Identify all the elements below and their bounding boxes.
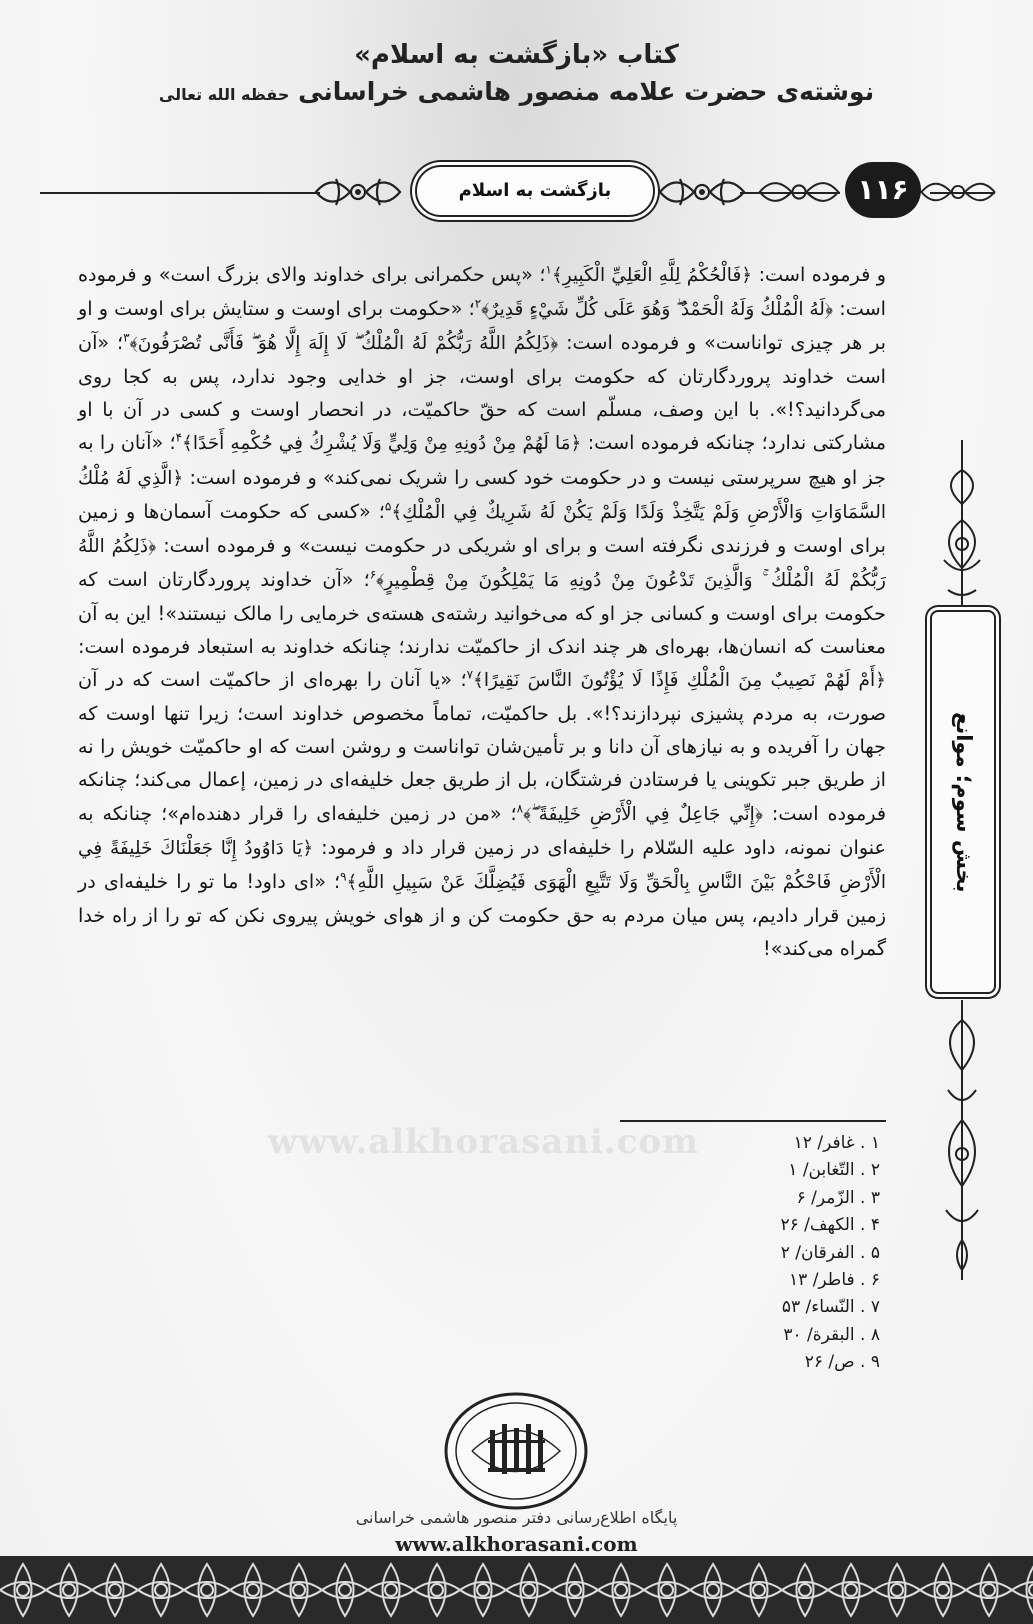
footer-url[interactable]: www.alkhorasani.com: [395, 1532, 638, 1556]
footnote-rule: [620, 1120, 886, 1122]
section-label: بخش سوم؛ موانع: [952, 711, 976, 893]
author-name: نوشته‌ی حضرت علامه منصور هاشمی خراسانی: [298, 77, 875, 106]
footnote-item: ۴ . الكهف/ ۲۶: [780, 1215, 880, 1236]
text-run: و فرموده است:: [752, 263, 886, 286]
footnote-item: ۷ . النّساء/ ۵۳: [781, 1297, 880, 1318]
footnote-item: ۸ . البقرة/ ۳۰: [783, 1324, 880, 1345]
book-header: [0, 36, 1033, 113]
footnote-marker: ۱: [545, 262, 552, 277]
footnote-marker: ۴: [175, 431, 183, 446]
text-run: ؛ «پس حکمرانی برای خداوند والای بزرگ است» و فرموده است:: [78, 263, 886, 321]
section-label-box: [930, 610, 996, 994]
flourish-ornament-icon: [312, 169, 404, 215]
floral-ornament-icon: [934, 440, 990, 610]
quran-quote: ﴿يَا دَاوُودُ إِنَّا جَعَلْنَاكَ خَلِيفَةً فِي الْأَرْضِ فَاحْكُمْ بَيْنَ النَّاسِ بِالْحَقِّ وَلَا تَتَّبِعِ الْهَوَى فَيُضِلَّكَ عَنْ سَبِيلِ اللَّهِ﴾: [78, 837, 887, 893]
footnote-marker: ۸: [516, 801, 524, 816]
quran-quote: ﴿ذَلِكُمُ اللَّهُ رَبُّكُمْ لَهُ الْمُلْكُ ۖ لَا إِلَهَ إِلَّا هُوَ ۖ فَأَنَّى تُصْرَفُونَ﴾: [129, 333, 559, 355]
footnote-item: ۶ . فاطر/ ۱۳: [789, 1270, 880, 1291]
quran-quote: ﴿أَمْ لَهُمْ نَصِيبٌ مِنَ الْمُلْكِ فَإِذًا لَا يُؤْتُونَ النَّاسَ نَقِيرًا﴾: [473, 670, 886, 692]
footnote-item: ۲ . التّغابن/ ۱: [788, 1160, 880, 1181]
page-number: ۱۱۶: [845, 162, 921, 218]
quran-quote: ﴿لَهُ الْمُلْكُ وَلَهُ الْحَمْدُ ۖ وَهُوَ عَلَى كُلِّ شَيْءٍ قَدِيرٌ﴾: [481, 299, 834, 321]
book-title: کتاب «بازگشت به اسلام»: [354, 40, 679, 70]
text-run: ؛ «من در زمین خلیفه‌ای را قرار دهنده‌ام»؛ چنانکه به عنوان نمونه، داود علیه السّلام را خلیفه‌ای در زمین قرار داد و فرمود:: [78, 801, 886, 859]
author-line: [0, 74, 1033, 113]
watermark: www.alkhorasani.com: [268, 1122, 700, 1162]
footnote-marker: ۷: [466, 667, 474, 682]
flourish-ornament-icon: [756, 169, 842, 215]
running-head: [40, 155, 995, 229]
quran-quote: ﴿الَّذِي لَهُ مُلْكُ السَّمَاوَاتِ وَالْأَرْضِ وَلَمْ يَتَّخِذْ وَلَدًا وَلَمْ يَكُنْ لَهُ شَرِيكٌ فِي الْمُلْكِ﴾: [78, 467, 886, 523]
seal-logo-icon: [442, 1390, 590, 1512]
footnote-item: ۳ . الزّمر/ ۶: [796, 1187, 880, 1208]
running-head-title: بازگشت به اسلام: [415, 165, 655, 217]
decorative-border-band: [0, 1556, 1033, 1624]
footnote-marker: ۲: [474, 296, 482, 311]
text-run: ؛ «حکومت برای اوست و ستایش برای اوست و او بر هر چیزی تواناست» و فرموده است:: [78, 297, 886, 355]
footer-caption: پایگاه اطلاع‌رسانی دفتر منصور هاشمی خراسانی: [355, 1508, 678, 1527]
text-run: ؛ «یا آنان را بهره‌ای از حاکمیّت است که در آن صورت، به مردم پشیزی نپردازند؟!». بل حاکمیّت، تماماً مخصوص خداوند است؛ زیرا تنها اوست که جهان را آفریده و به نیازهای آن دانا و بر تأمین‌شان تواناست و روشن است که او حاکمیّت خویش را نه از طریق جبر تکوینی یا فرستادن فرشتگان، بل از طریق جعل خلیفه‌ای در زمین، إعمال می‌کند؛ چنانکه فرموده است:: [78, 668, 886, 825]
text-run: ؛ «ای داود! ما تو را خلیفه‌ای در زمین قرار دادیم، پس میان مردم به حق حکومت کن و از هوای خویش پیروی نکن که تو را از راه خدا گمراه می‌کند»!: [78, 869, 886, 960]
footnotes: [600, 1130, 880, 1377]
flourish-ornament-icon: [656, 169, 748, 215]
footnote-item: ۹ . ص/ ۲۶: [804, 1352, 880, 1373]
text-run: ؛ «کسی که حکومت آسمان‌ها و زمین برای اوست و فرزندی نگرفته است و برای او شریکی در حکومت نیست» و فرموده است:: [78, 499, 886, 557]
text-run: ؛ «آن است خداوند پروردگارتان که حکومت برای اوست، جز او خدایی وجود ندارد، پس به کجا روی می‌گردانید؟!». با این وصف، مسلّم است که حقّ حاکمیّت، در انحصار اوست و کسی در آن با او مشارکتی ندارد؛ چنانکه فرموده است:: [78, 331, 886, 455]
footnote-marker: ۶: [369, 567, 377, 582]
footnote-item: ۵ . الفرقان/ ۲: [780, 1242, 880, 1263]
running-head-rule-left: [40, 192, 320, 194]
footnote-marker: ۳: [123, 330, 130, 345]
body-text: [78, 258, 886, 965]
floral-ornament-icon: [934, 1000, 990, 1280]
quran-quote: ﴿إِنِّي جَاعِلٌ فِي الْأَرْضِ خَلِيفَةً ۖ﴾: [523, 803, 763, 825]
paragraph: [78, 258, 886, 965]
footnote-marker: ۵: [384, 499, 392, 514]
flourish-ornament-icon: [918, 169, 998, 215]
section-side-tab: [918, 440, 1008, 1280]
quran-quote: ﴿مَا لَهُمْ مِنْ دُونِهِ مِنْ وَلِيٍّ وَلَا يُشْرِكُ فِي حُكْمِهِ أَحَدًا﴾: [182, 433, 582, 455]
quran-quote: ﴿ذَلِكُمُ اللَّهُ رَبُّكُمْ لَهُ الْمُلْكُ ۚ وَالَّذِينَ تَدْعُونَ مِنْ دُونِهِ مَا يَمْلِكُونَ مِنْ قِطْمِيرٍ﴾: [78, 535, 886, 591]
text-run: ؛ «آنان را به جز او هیچ سرپرستی نیست و در حکومت خود کسی را شریک نمی‌کند» و فرموده است:: [78, 431, 886, 489]
quran-quote: ﴿فَالْحُكْمُ لِلَّهِ الْعَلِيِّ الْكَبِيرِ﴾: [551, 265, 753, 286]
footnote-marker: ۹: [340, 869, 347, 884]
author-honorific: حفظه الله تعالی: [158, 85, 290, 104]
text-run: ؛ «آن خداوند پروردگارتان است که حکومت برای اوست و کسانی جز او که می‌خوانید رشته‌ی هسته‌ی خرمایی را مالک نیستند»! این به آن معناست که انسان‌ها، بهره‌ای هر چند اندک از حاکمیّت ندارند؛ چنانکه خداوند به استبعاد فرموده است:: [78, 567, 886, 659]
footnote-item: ۱ . غافر/ ۱۲: [793, 1133, 880, 1153]
